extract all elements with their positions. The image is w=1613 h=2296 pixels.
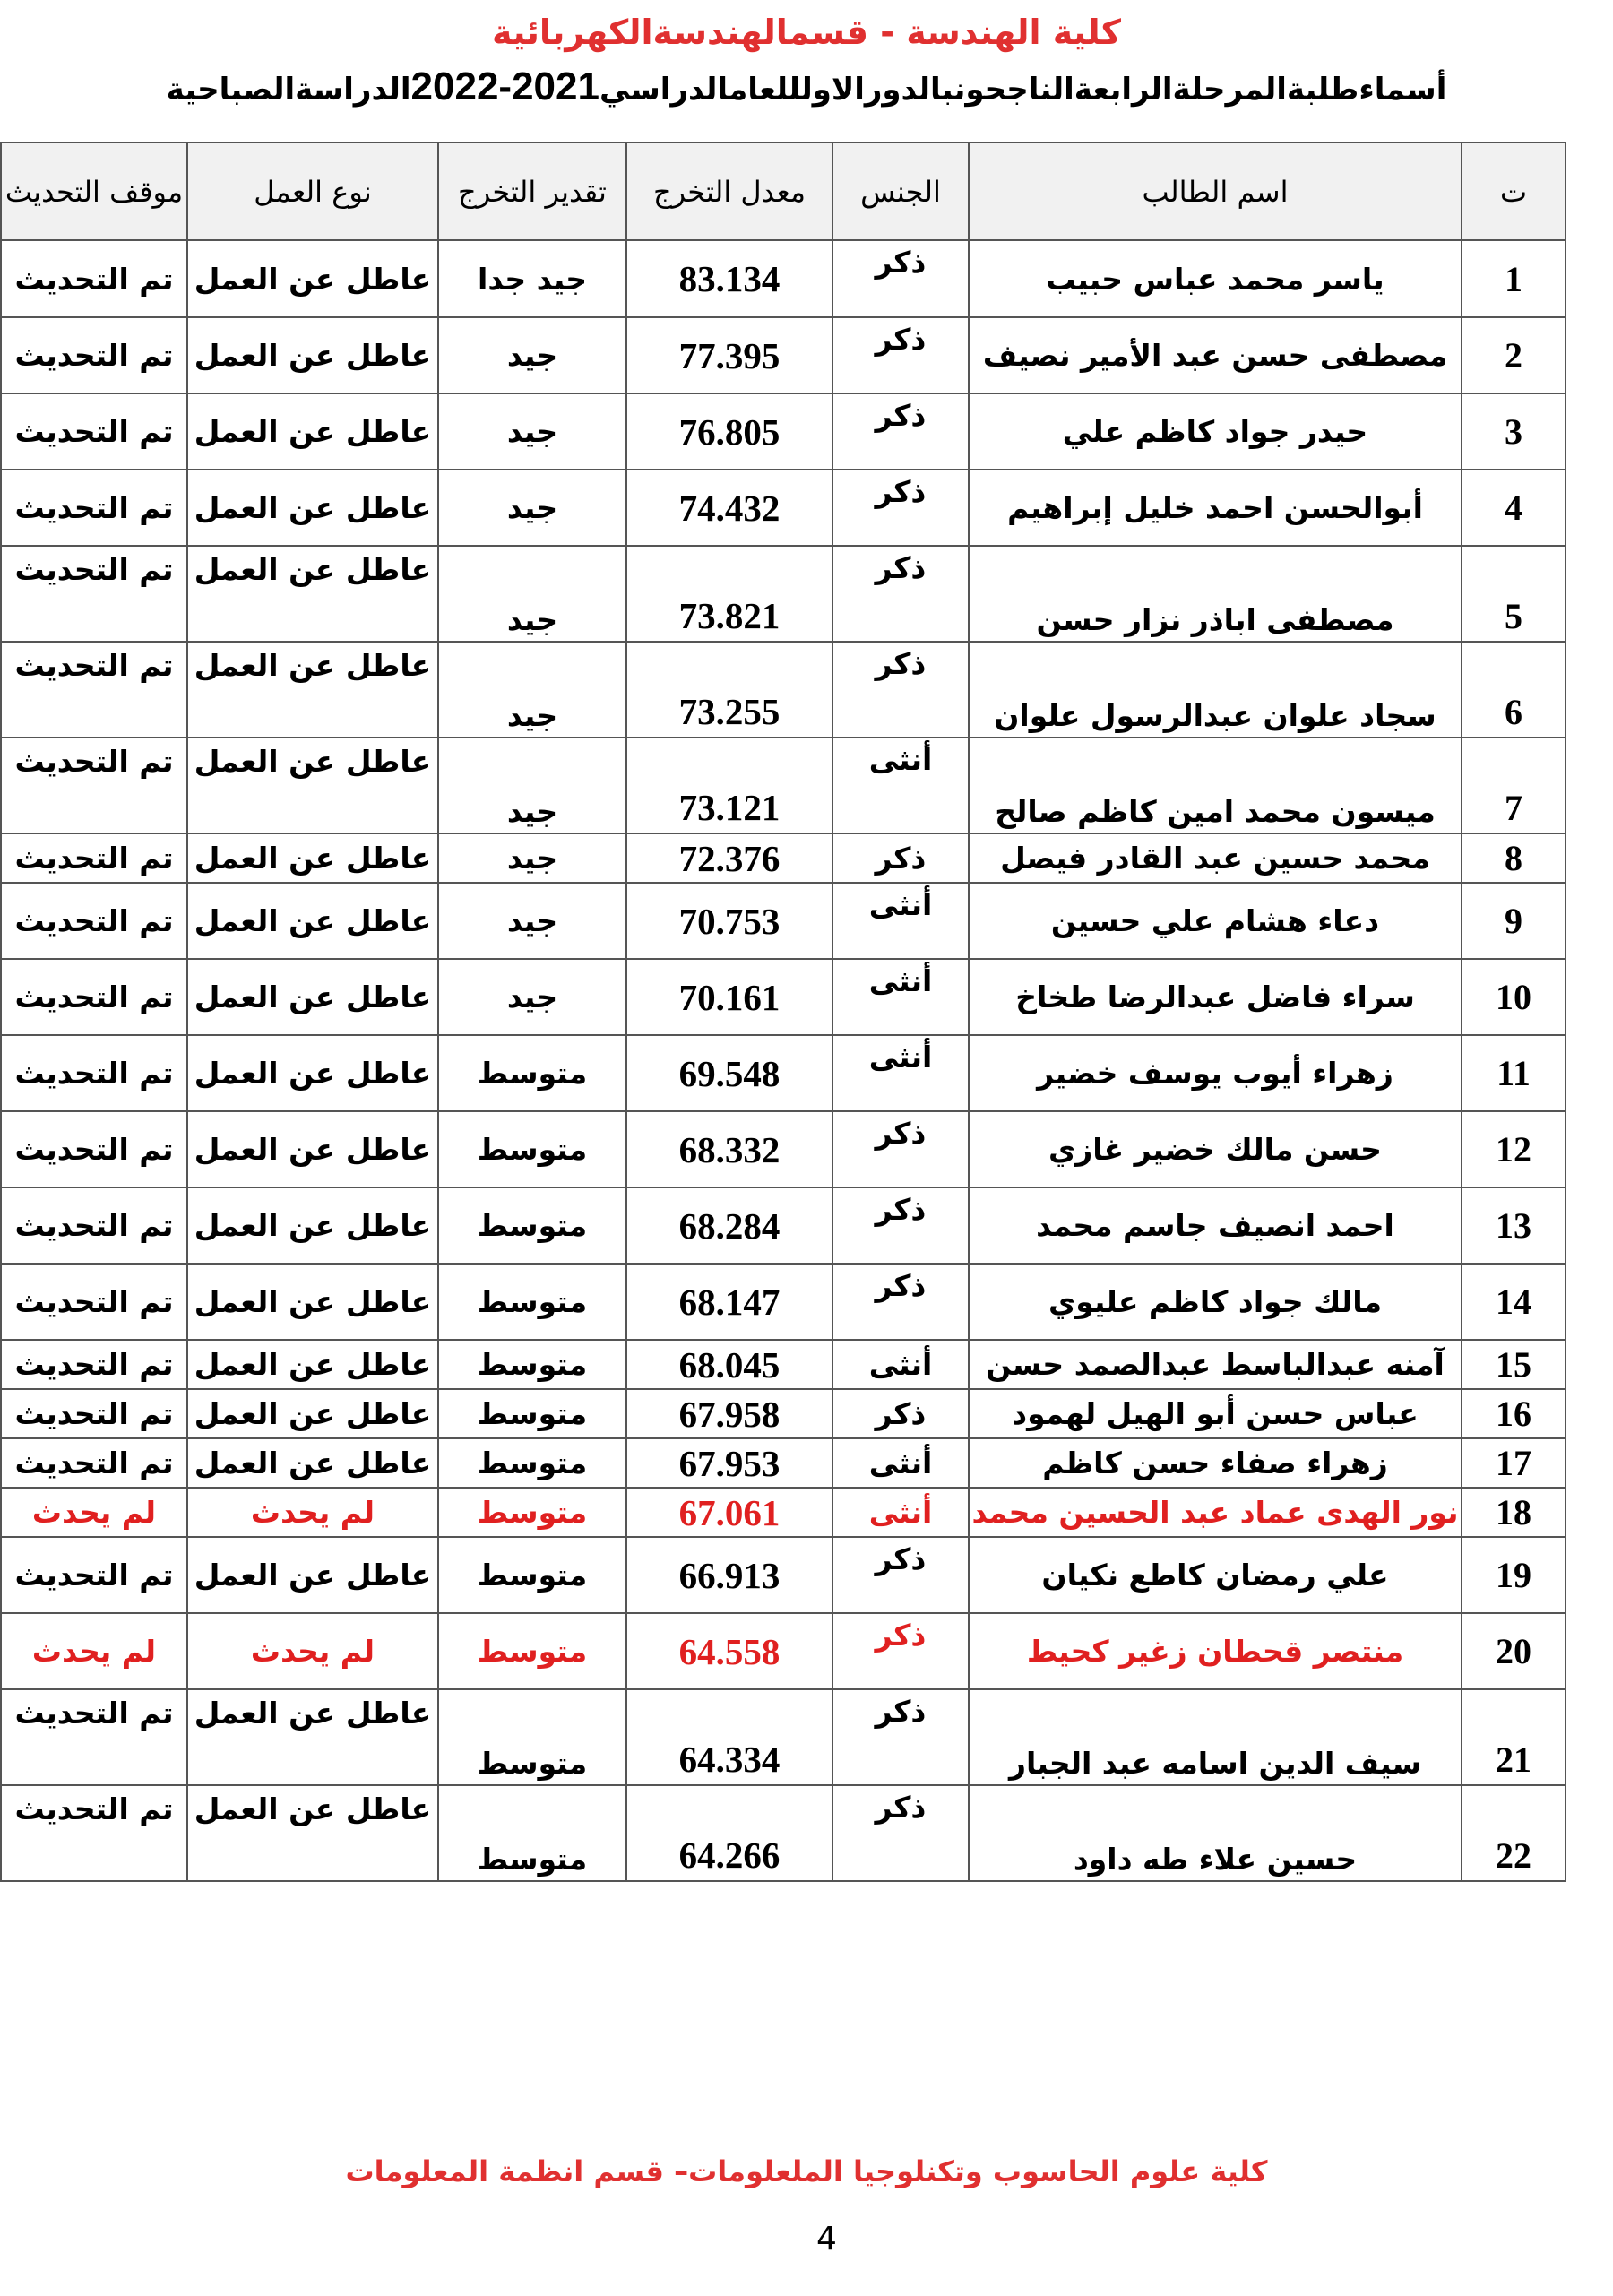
cell-status: تم التحديث (1, 1340, 187, 1389)
cell-gender: ذكر (832, 642, 969, 738)
cell-name: منتصر قحطان زغير كحيط (969, 1613, 1462, 1689)
cell-gender: ذكر (832, 240, 969, 317)
cell-gender: أنثى (832, 1438, 969, 1488)
cell-num: 14 (1462, 1264, 1566, 1340)
cell-work: عاطل عن العمل (187, 393, 438, 470)
cell-name: دعاء هشام علي حسين (969, 883, 1462, 959)
cell-name: زهراء صفاء حسن كاظم (969, 1438, 1462, 1488)
cell-gender: ذكر (832, 833, 969, 883)
cell-name: آمنه عبدالباسط عبدالصمد حسن (969, 1340, 1462, 1389)
cell-status: تم التحديث (1, 738, 187, 833)
cell-avg: 67.953 (626, 1438, 832, 1488)
cell-gender: ذكر (832, 1264, 969, 1340)
table-row (1, 1389, 1566, 1438)
cell-avg: 72.376 (626, 833, 832, 883)
cell-status: تم التحديث (1, 883, 187, 959)
cell-grade: متوسط (438, 1689, 626, 1785)
cell-status: لم يحدث (1, 1613, 187, 1689)
cell-num: 20 (1462, 1613, 1566, 1689)
cell-avg: 64.266 (626, 1785, 832, 1881)
cell-name: علي رمضان كاطع نكيان (969, 1537, 1462, 1613)
cell-grade: جيد (438, 833, 626, 883)
cell-work: عاطل عن العمل (187, 642, 438, 738)
cell-avg: 69.548 (626, 1035, 832, 1111)
table-row (1, 1689, 1566, 1785)
cell-num: 16 (1462, 1389, 1566, 1438)
cell-status: تم التحديث (1, 1187, 187, 1264)
cell-work: عاطل عن العمل (187, 1264, 438, 1340)
cell-name: مالك جواد كاظم عليوي (969, 1264, 1462, 1340)
cell-status: تم التحديث (1, 959, 187, 1035)
cell-name: محمد حسين عبد القادر فيصل (969, 833, 1462, 883)
cell-grade: متوسط (438, 1187, 626, 1264)
cell-gender: ذكر (832, 470, 969, 546)
table-row (1, 642, 1566, 738)
cell-grade: جيد (438, 393, 626, 470)
cell-work: عاطل عن العمل (187, 1035, 438, 1111)
cell-num: 10 (1462, 959, 1566, 1035)
cell-gender: أنثى (832, 883, 969, 959)
cell-num: 11 (1462, 1035, 1566, 1111)
cell-work: عاطل عن العمل (187, 470, 438, 546)
cell-gender: ذكر (832, 1111, 969, 1187)
table-row (1, 1488, 1566, 1537)
cell-status: تم التحديث (1, 240, 187, 317)
cell-grade: متوسط (438, 1613, 626, 1689)
cell-avg: 66.913 (626, 1537, 832, 1613)
subtitle-suffix: الدراسةالصباحية (166, 72, 411, 108)
header-num: ت (1462, 142, 1566, 240)
cell-num: 4 (1462, 470, 1566, 546)
table-row (1, 470, 1566, 546)
cell-grade: جيد (438, 317, 626, 393)
cell-grade: متوسط (438, 1537, 626, 1613)
cell-num: 8 (1462, 833, 1566, 883)
cell-work: عاطل عن العمل (187, 1340, 438, 1389)
cell-work: عاطل عن العمل (187, 317, 438, 393)
cell-work: عاطل عن العمل (187, 959, 438, 1035)
cell-work: عاطل عن العمل (187, 546, 438, 642)
header-name: اسم الطالب (969, 142, 1462, 240)
cell-avg: 67.061 (626, 1488, 832, 1537)
cell-name: حسين علاء طه داود (969, 1785, 1462, 1881)
table-row (1, 1340, 1566, 1389)
table-header-row (1, 142, 1566, 240)
cell-status: تم التحديث (1, 546, 187, 642)
cell-status: تم التحديث (1, 1537, 187, 1613)
table-row (1, 546, 1566, 642)
cell-name: مصطفى حسن عبد الأمير نصيف (969, 317, 1462, 393)
cell-status: تم التحديث (1, 1111, 187, 1187)
cell-work: عاطل عن العمل (187, 1785, 438, 1881)
cell-grade: جيد (438, 470, 626, 546)
cell-avg: 70.753 (626, 883, 832, 959)
cell-num: 15 (1462, 1340, 1566, 1389)
cell-num: 18 (1462, 1488, 1566, 1537)
cell-num: 12 (1462, 1111, 1566, 1187)
cell-work: لم يحدث (187, 1488, 438, 1537)
table-row (1, 1537, 1566, 1613)
cell-gender: أنثى (832, 1035, 969, 1111)
page-title: كلية الهندسة - قسمالهندسةالكهربائية (492, 13, 1121, 52)
table-row (1, 738, 1566, 833)
cell-gender: ذكر (832, 1187, 969, 1264)
cell-avg: 83.134 (626, 240, 832, 317)
header-grade: تقدير التخرج (438, 142, 626, 240)
cell-name: سراء فاضل عبدالرضا طخاخ (969, 959, 1462, 1035)
cell-avg: 68.147 (626, 1264, 832, 1340)
cell-num: 21 (1462, 1689, 1566, 1785)
cell-name: سجاد علوان عبدالرسول علوان (969, 642, 1462, 738)
cell-work: عاطل عن العمل (187, 1438, 438, 1488)
cell-num: 7 (1462, 738, 1566, 833)
table-row (1, 1613, 1566, 1689)
cell-gender: ذكر (832, 1689, 969, 1785)
cell-grade: متوسط (438, 1035, 626, 1111)
cell-work: عاطل عن العمل (187, 1537, 438, 1613)
cell-name: سيف الدين اسامه عبد الجبار (969, 1689, 1462, 1785)
cell-status: تم التحديث (1, 1264, 187, 1340)
cell-num: 13 (1462, 1187, 1566, 1264)
cell-status: تم التحديث (1, 1438, 187, 1488)
cell-gender: ذكر (832, 393, 969, 470)
table-body (1, 240, 1566, 1881)
cell-num: 5 (1462, 546, 1566, 642)
cell-gender: ذكر (832, 1613, 969, 1689)
cell-avg: 77.395 (626, 317, 832, 393)
cell-num: 1 (1462, 240, 1566, 317)
page-number: 4 (816, 2221, 837, 2257)
cell-gender: ذكر (832, 1785, 969, 1881)
table-row (1, 1264, 1566, 1340)
table-row (1, 1785, 1566, 1881)
table-row (1, 1438, 1566, 1488)
cell-avg: 70.161 (626, 959, 832, 1035)
cell-name: احمد انصيف جاسم محمد (969, 1187, 1462, 1264)
cell-avg: 68.332 (626, 1111, 832, 1187)
header-gender: الجنس (832, 142, 969, 240)
cell-name: ياسر محمد عباس حبيب (969, 240, 1462, 317)
table-row (1, 240, 1566, 317)
cell-avg: 68.045 (626, 1340, 832, 1389)
cell-num: 6 (1462, 642, 1566, 738)
cell-avg: 73.821 (626, 546, 832, 642)
cell-grade: متوسط (438, 1488, 626, 1537)
cell-num: 17 (1462, 1438, 1566, 1488)
cell-status: تم التحديث (1, 642, 187, 738)
table-row (1, 1035, 1566, 1111)
subtitle-prefix: أسماءطلبةالمرحلةالرابعةالناجحونبالدورالاولللعامالدراسي (599, 72, 1447, 108)
cell-name: ميسون محمد امين كاظم صالح (969, 738, 1462, 833)
cell-grade: جيد (438, 546, 626, 642)
subtitle-year: 2021-2022 (410, 65, 599, 108)
cell-gender: ذكر (832, 1389, 969, 1438)
cell-work: عاطل عن العمل (187, 883, 438, 959)
table-row (1, 317, 1566, 393)
cell-status: تم التحديث (1, 470, 187, 546)
cell-grade: متوسط (438, 1785, 626, 1881)
cell-work: عاطل عن العمل (187, 1187, 438, 1264)
cell-grade: متوسط (438, 1264, 626, 1340)
cell-gender: أنثى (832, 1488, 969, 1537)
cell-gender: ذكر (832, 317, 969, 393)
header-avg: معدل التخرج (626, 142, 832, 240)
cell-grade: متوسط (438, 1111, 626, 1187)
table-row (1, 1111, 1566, 1187)
cell-grade: جيد جدا (438, 240, 626, 317)
cell-work: عاطل عن العمل (187, 1689, 438, 1785)
cell-status: تم التحديث (1, 1035, 187, 1111)
cell-status: تم التحديث (1, 1389, 187, 1438)
table-row (1, 833, 1566, 883)
cell-avg: 64.558 (626, 1613, 832, 1689)
cell-status: تم التحديث (1, 393, 187, 470)
cell-grade: جيد (438, 642, 626, 738)
cell-gender: ذكر (832, 1537, 969, 1613)
cell-name: نور الهدى عماد عبد الحسين محمد (969, 1488, 1462, 1537)
cell-name: حيدر جواد كاظم علي (969, 393, 1462, 470)
cell-name: مصطفى اباذر نزار حسن (969, 546, 1462, 642)
footer-text: كلية علوم الحاسوب وتكنلوجيا الملعلومات– قسم انظمة المعلومات (345, 2154, 1268, 2188)
cell-name: عباس حسن أبو الهيل لهمود (969, 1389, 1462, 1438)
cell-avg: 73.255 (626, 642, 832, 738)
page-subtitle (0, 65, 1613, 109)
cell-status: تم التحديث (1, 317, 187, 393)
cell-gender: أنثى (832, 959, 969, 1035)
cell-status: تم التحديث (1, 833, 187, 883)
cell-name: حسن مالك خضير غازي (969, 1111, 1462, 1187)
cell-num: 2 (1462, 317, 1566, 393)
cell-work: عاطل عن العمل (187, 240, 438, 317)
header-work: نوع العمل (187, 142, 438, 240)
cell-status: تم التحديث (1, 1785, 187, 1881)
students-table (0, 142, 1566, 1882)
cell-gender: ذكر (832, 546, 969, 642)
cell-grade: جيد (438, 738, 626, 833)
cell-status: لم يحدث (1, 1488, 187, 1537)
cell-work: لم يحدث (187, 1613, 438, 1689)
cell-avg: 74.432 (626, 470, 832, 546)
cell-num: 3 (1462, 393, 1566, 470)
cell-avg: 68.284 (626, 1187, 832, 1264)
table-row (1, 959, 1566, 1035)
cell-name: أبوالحسن احمد خليل إبراهيم (969, 470, 1462, 546)
cell-name: زهراء أيوب يوسف خضير (969, 1035, 1462, 1111)
cell-avg: 64.334 (626, 1689, 832, 1785)
cell-grade: جيد (438, 959, 626, 1035)
cell-num: 22 (1462, 1785, 1566, 1881)
table-row (1, 393, 1566, 470)
table-row (1, 1187, 1566, 1264)
table-row (1, 883, 1566, 959)
header-status: موقف التحديث (1, 142, 187, 240)
cell-gender: أنثى (832, 738, 969, 833)
cell-num: 9 (1462, 883, 1566, 959)
cell-gender: أنثى (832, 1340, 969, 1389)
cell-grade: متوسط (438, 1340, 626, 1389)
cell-num: 19 (1462, 1537, 1566, 1613)
cell-avg: 73.121 (626, 738, 832, 833)
cell-work: عاطل عن العمل (187, 738, 438, 833)
cell-grade: متوسط (438, 1389, 626, 1438)
cell-work: عاطل عن العمل (187, 1389, 438, 1438)
cell-work: عاطل عن العمل (187, 833, 438, 883)
cell-status: تم التحديث (1, 1689, 187, 1785)
cell-avg: 76.805 (626, 393, 832, 470)
cell-grade: متوسط (438, 1438, 626, 1488)
cell-grade: جيد (438, 883, 626, 959)
cell-avg: 67.958 (626, 1389, 832, 1438)
cell-work: عاطل عن العمل (187, 1111, 438, 1187)
